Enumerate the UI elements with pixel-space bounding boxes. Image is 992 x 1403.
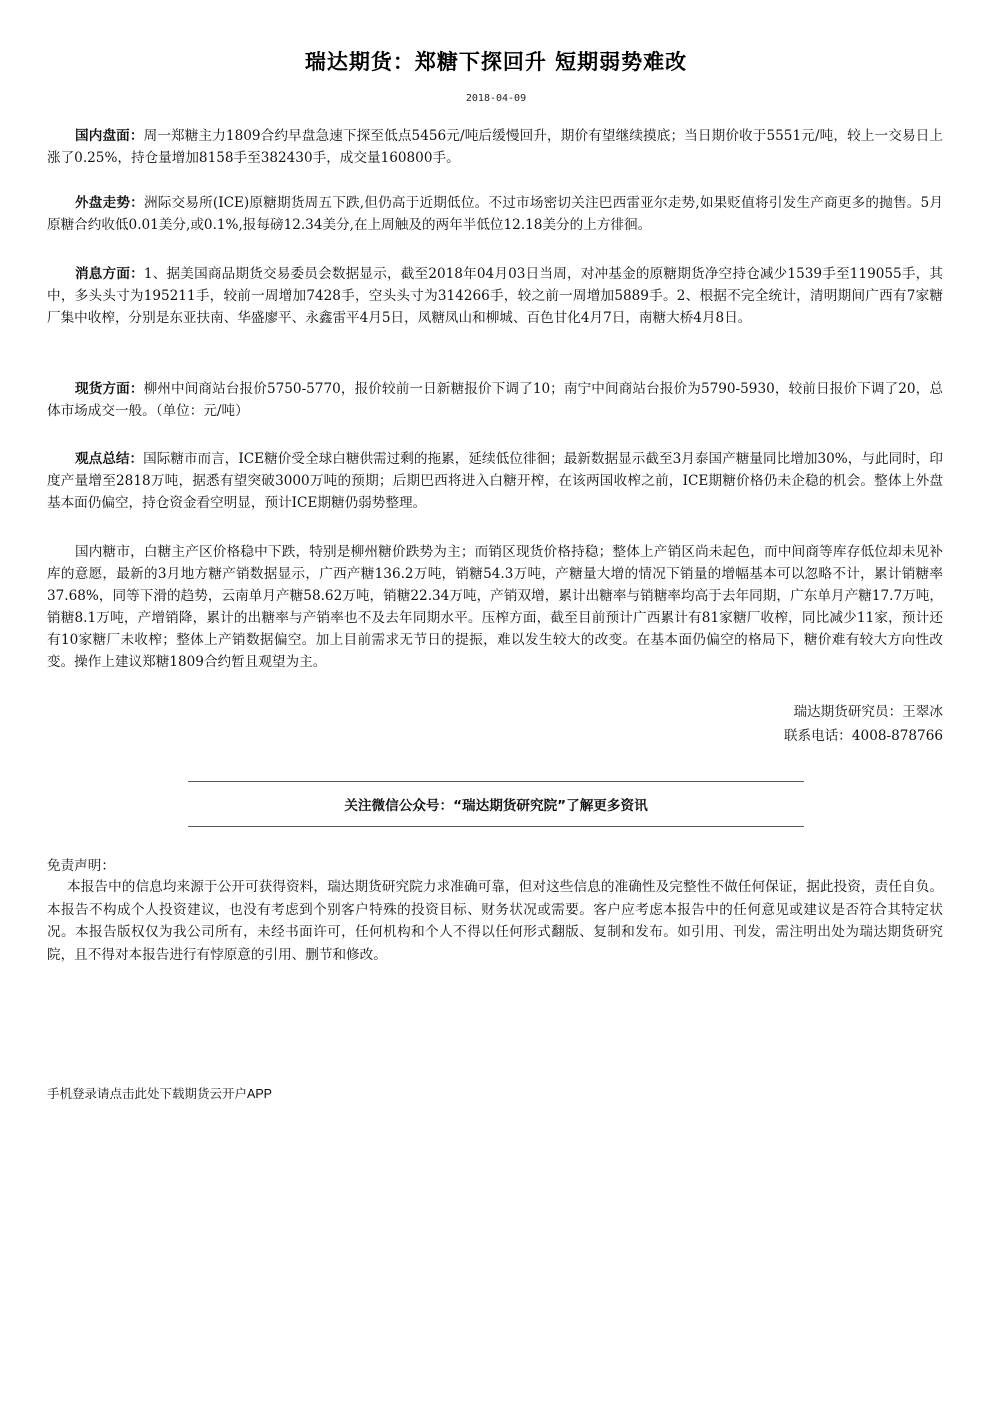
app-download-link[interactable]: 手机登录请点击此处下载期货云开户APP: [47, 1087, 273, 1101]
section-domestic-market: [47, 125, 943, 169]
disclaimer-title: 免责声明：: [47, 858, 115, 874]
disclaimer-text: 本报告中的信息均来源于公开可获得资料，瑞达期货研究院力求准确可靠，但对这些信息的准确性及完整性不做任何保证，据此投资，责任自负。本报告不构成个人投资建议，也没有考虑到个别客户特殊的投资目标、财务状况或需要。客户应考虑本报告中的任何意见或建议是否符合其特定状况。本报告版权仅为我公司所有，未经书面许可，任何机构和个人不得以任何形式翻版、复制和发布。如引用、刊发，需注明出处为瑞达期货研究院，且不得对本报告进行有悖原意的引用、删节和修改。: [47, 879, 943, 963]
section-text: 周一郑糖主力1809合约早盘急速下探至低点5456元/吨后缓慢回升，期价有望继续摸底；当日期价收于5551元/吨，较上一交易日上涨了0.25%，持仓量增加8158手至382430手，成交量160800手。: [47, 128, 944, 166]
section-label: 外盘走势：: [75, 195, 144, 211]
section-news: [47, 263, 943, 329]
section-overseas-market: [47, 192, 943, 236]
section-text: 1、据美国商品期货交易委员会数据显示，截至2018年04月03日当周，对冲基金的原糖期货净空持仓减少1539手至119055手，其中，多头头寸为195211手，较前一周增加7428手，空头头寸为314266手，较之前一周增加5889手。2、根据不完全统计，清明期间广西有7家糖厂集中收榨，分别是东亚扶南、华盛廖平、永鑫雷平4月5日，凤糖凤山和柳城、百色甘化4月7日，南糖大桥4月8日。: [47, 266, 944, 326]
section-spot: [47, 378, 943, 422]
section-text: 国际糖市而言，ICE糖价受全球白糖供需过剩的拖累，延续低位徘徊；最新数据显示截至3月泰国产糖量同比增加30%，与此同时，印度产量增至2818万吨，据悉有望突破3000万吨的预期；后期巴西将进入白糖开榨，在该两国收榨之前，ICE期糖价格仍未企稳的机会。整体上外盘基本面仍偏空，持仓资金看空明显，预计ICE期糖仍弱势整理。: [47, 451, 944, 511]
section-label: 国内盘面：: [75, 128, 144, 144]
section-text: 柳州中间商站台报价5750-5770，报价较前一日新糖报价下调了10；南宁中间商站台报价为5790-5930，较前日报价下调了20，总体市场成交一般。（单位：元/吨）: [47, 381, 943, 419]
contact-phone: 联系电话：4008-878766: [783, 728, 943, 744]
section-text: 国内糖市，白糖主产区价格稳中下跌，特别是柳州糖价跌势为主；而销区现货价格持稳；整体上产销区尚未起色，而中间商等库存低位却未见补库的意愿，最新的3月地方糖产销数据显示，广西产糖136.2万吨，销糖54.3万吨，产糖量大增的情况下销量的增幅基本可以忽略不计，累计销糖率37.68%，同等下滑的趋势，云南单月产糖58.62万吨，销糖22.34万吨，产销双增，累计出糖率与销糖率均高于去年同期，广东单月产糖17.7万吨，销糖8.1万吨，产增销降，累计的出糖率与产销率也不及去年同期水平。压榨方面，截至目前预计广西累计有81家糖厂收榨，同比减少11家，预计还有10家糖厂未收榨；整体上产销数据偏空。加上目前需求无节日的提振，难以发生较大的改变。在基本面仍偏空的格局下，糖价难有较大方向性改变。操作上建议郑糖1809合约暂且观望为主。: [47, 544, 943, 670]
researcher-name: 瑞达期货研究员：王翠冰: [793, 704, 943, 720]
section-label: 观点总结：: [75, 451, 144, 467]
report-date: 2018-04-09: [465, 93, 527, 104]
section-label: 消息方面：: [75, 266, 144, 282]
report-title: 瑞达期货：郑糖下探回升 短期弱势难改: [304, 50, 688, 74]
section-text: 洲际交易所(ICE)原糖期货周五下跌,但仍高于近期低位。不过市场密切关注巴西雷亚尔走势,如果贬值将引发生产商更多的抛售。5月原糖合约收低0.01美分,或0.1%,报每磅12.34美分,在上周触及的两年半低位12.18美分的上方徘徊。: [47, 195, 943, 233]
divider-top: [188, 781, 804, 782]
wechat-follow-notice: 关注微信公众号：“瑞达期货研究院”了解更多资讯: [344, 798, 648, 814]
section-summary: [47, 448, 943, 514]
section-label: 现货方面：: [75, 381, 144, 397]
section-domestic-outlook: [47, 541, 943, 673]
divider-bottom: [188, 826, 804, 827]
